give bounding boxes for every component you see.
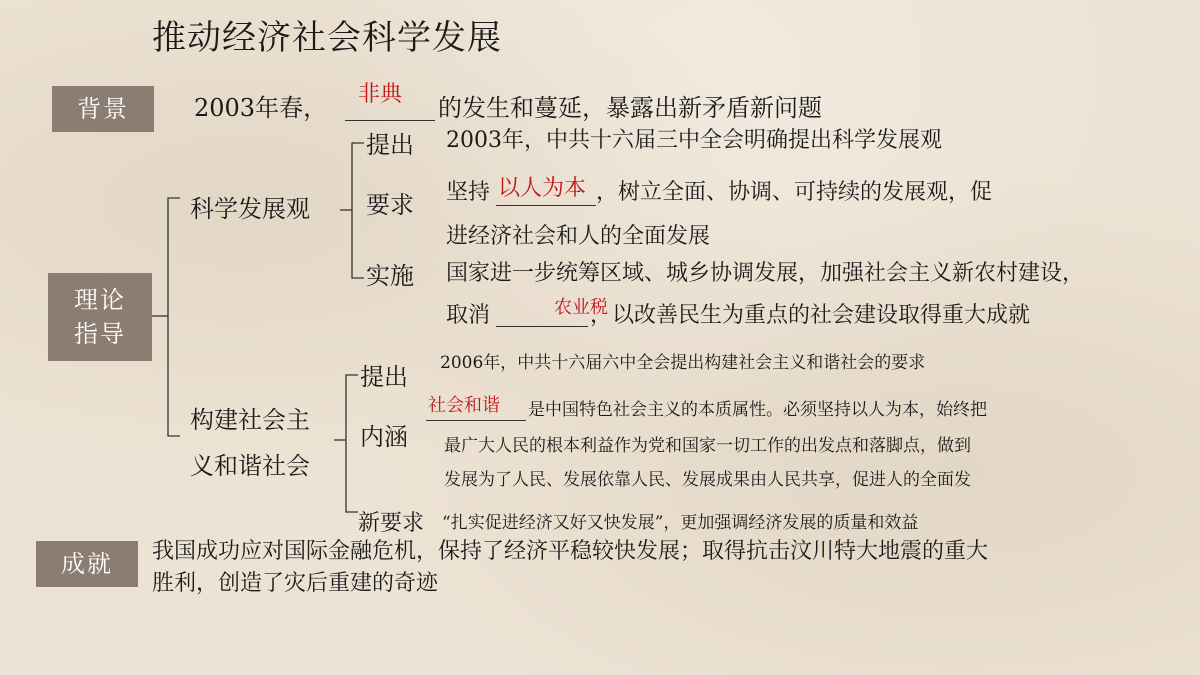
hs-new-req-label: 新要求	[358, 511, 425, 536]
achievement-line1: 我国成功应对国际金融危机，保持了经济平稳较快发展；取得抗击汶川特大地震的重大	[152, 539, 989, 564]
hs-content-line3: 发展为了人民、发展依靠人民、发展成果由人民共享，促进人的全面发	[444, 470, 971, 490]
so-implement-line1: 国家进一步统筹区域、城乡协调发展，加强社会主义新农村建设，	[446, 261, 1085, 286]
so-require-blank	[496, 205, 596, 206]
harmonious-heading-line2: 义和谐社会	[190, 452, 310, 480]
so-require-label: 要求	[366, 191, 414, 219]
achievement-line2: 胜利，创造了灾后重建的奇迹	[152, 571, 439, 596]
hs-content-label: 内涵	[360, 423, 408, 451]
so-implement-label: 实施	[366, 262, 414, 290]
hs-content-line1: 是中国特色社会主义的本质属性。必须坚持以人为本，始终把	[528, 400, 987, 420]
so-implement-blank	[496, 326, 588, 327]
background-answer: 非典	[358, 82, 403, 107]
so-propose-text: 2003年，中共十六届三中全会明确提出科学发展观	[446, 128, 942, 153]
theory-tag-line2: 指导	[74, 320, 126, 348]
harmonious-heading-line1: 构建社会主	[190, 406, 310, 434]
theory-tag-line1: 理论	[74, 286, 126, 314]
hs-new-req-text: “扎实促进经济又好又快发展”，更加强调经济发展的质量和效益	[442, 513, 919, 533]
so-implement-suffix: ，以改善民生为重点的社会建设取得重大成就	[590, 303, 1031, 328]
so-require-line2: 进经济社会和人的全面发展	[446, 224, 711, 249]
so-require-suffix: ，树立全面、协调、可持续的发展观，促	[596, 180, 993, 205]
page-title: 推动经济社会科学发展	[152, 18, 502, 58]
hs-content-answer: 社会和谐	[428, 395, 500, 416]
achievement-tag-label: 成就	[61, 550, 113, 578]
background-suffix: 的发生和蔓延，暴露出新矛盾新问题	[438, 94, 822, 122]
so-implement-answer: 农业税	[554, 297, 608, 318]
scientific-outlook-heading: 科学发展观	[190, 195, 310, 223]
hs-content-blank	[426, 420, 526, 421]
hs-content-line2: 最广大人民的根本利益作为党和国家一切工作的出发点和落脚点，做到	[444, 436, 971, 456]
hs-propose-text: 2006年，中共十六届六中全会提出构建社会主义和谐社会的要求	[440, 353, 926, 373]
so-propose-label: 提出	[366, 131, 414, 159]
so-require-answer: 以人为本	[498, 176, 587, 201]
so-require-prefix: 坚持	[446, 180, 491, 205]
so-implement-prefix: 取消	[446, 303, 491, 328]
background-tag-label: 背景	[77, 95, 129, 123]
hs-propose-label: 提出	[360, 363, 408, 391]
background-blank	[345, 120, 435, 121]
background-prefix: 2003年春，	[194, 94, 328, 122]
